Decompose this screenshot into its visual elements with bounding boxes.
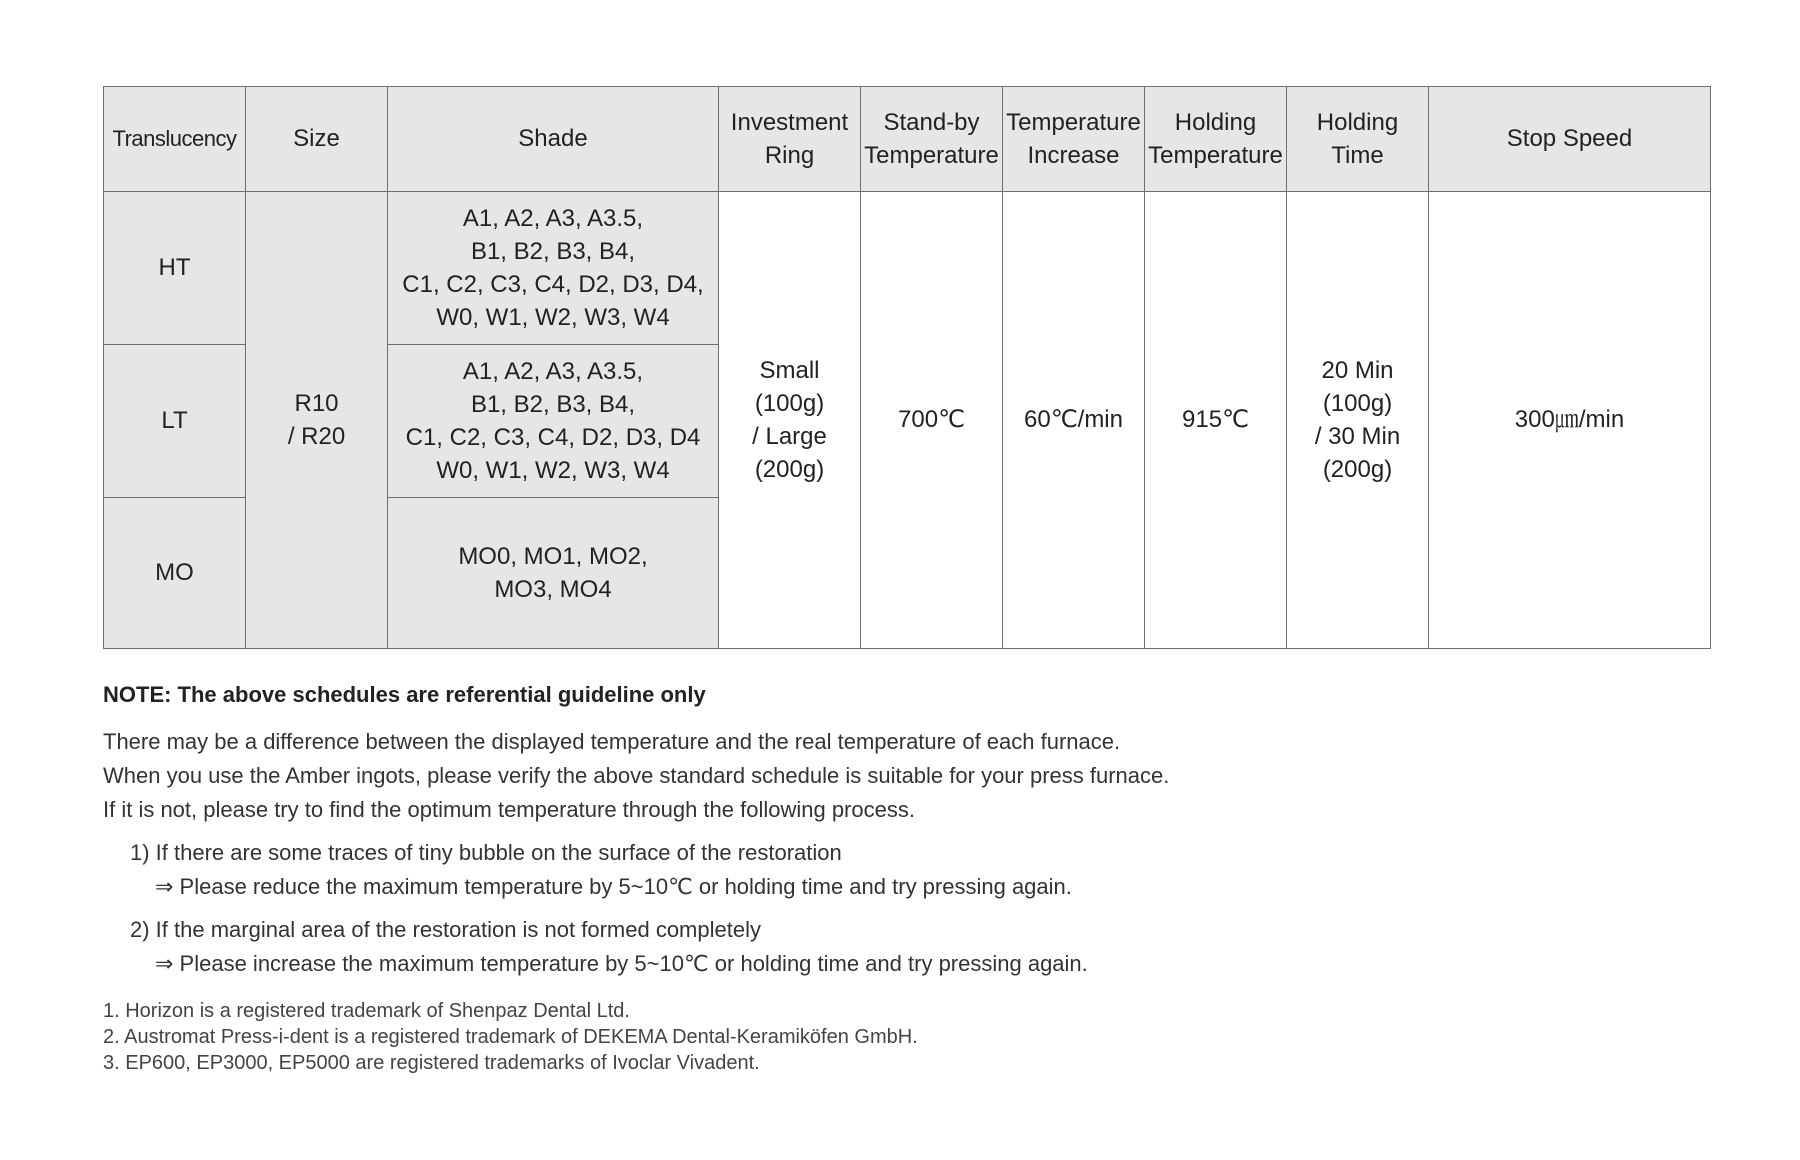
- press-schedule-table: [103, 86, 1711, 649]
- step-condition: 1) If there are some traces of tiny bubble on the surface of the restoration: [130, 840, 842, 865]
- cell-translucency-ht: HT: [104, 192, 246, 345]
- cell-standby-temperature: 700℃: [861, 192, 1003, 649]
- note-line: If it is not, please try to find the optimum temperature through the following process.: [103, 797, 915, 822]
- header-stop-speed: Stop Speed: [1429, 87, 1711, 192]
- cell-shade-mo: MO0, MO1, MO2, MO3, MO4: [388, 498, 719, 649]
- header-size: Size: [246, 87, 388, 192]
- step-action: ⇒ Please increase the maximum temperature by 5~10℃ or holding time and try pressing again.: [155, 951, 1088, 976]
- cell-holding-time: 20 Min (100g) / 30 Min (200g): [1287, 192, 1429, 649]
- table-row: [104, 192, 1711, 345]
- cell-temperature-increase: 60℃/min: [1003, 192, 1145, 649]
- note-step-1: [130, 836, 1072, 904]
- footnote: 2. Austromat Press-i-dent is a registered trademark of DEKEMA Dental-Keramiköfen GmbH.: [103, 1026, 918, 1048]
- header-temperature-increase: Temperature Increase: [1003, 87, 1145, 192]
- cell-investment-ring: Small (100g) / Large (200g): [719, 192, 861, 649]
- footnote: 1. Horizon is a registered trademark of Shenpaz Dental Ltd.: [103, 1000, 630, 1022]
- cell-size: R10 / R20: [246, 192, 388, 649]
- note-paragraph: [103, 725, 1169, 827]
- header-holding-temperature: Holding Temperature: [1145, 87, 1287, 192]
- header-shade: Shade: [388, 87, 719, 192]
- note-title: NOTE: The above schedules are referential guideline only: [103, 682, 706, 707]
- note-line: There may be a difference between the displayed temperature and the real temperature of each furnace.: [103, 729, 1121, 754]
- note-line: When you use the Amber ingots, please verify the above standard schedule is suitable for your press furnace.: [103, 763, 1170, 788]
- step-condition: 2) If the marginal area of the restoration is not formed completely: [130, 917, 761, 942]
- header-investment-ring: Investment Ring: [719, 87, 861, 192]
- cell-shade-lt: A1, A2, A3, A3.5, B1, B2, B3, B4, C1, C2, C3, C4, D2, D3, D4 W0, W1, W2, W3, W4: [388, 345, 719, 498]
- header-holding-time: Holding Time: [1287, 87, 1429, 192]
- footnote: 3. EP600, EP3000, EP5000 are registered trademarks of Ivoclar Vivadent.: [103, 1052, 760, 1074]
- cell-stop-speed: 300㎛/min: [1429, 192, 1711, 649]
- trademark-footnotes: [103, 998, 918, 1076]
- cell-shade-ht: A1, A2, A3, A3.5, B1, B2, B3, B4, C1, C2, C3, C4, D2, D3, D4, W0, W1, W2, W3, W4: [388, 192, 719, 345]
- table-header-row: [104, 87, 1711, 192]
- cell-translucency-mo: MO: [104, 498, 246, 649]
- note-step-2: [130, 913, 1088, 981]
- header-standby-temperature: Stand-by Temperature: [861, 87, 1003, 192]
- step-action: ⇒ Please reduce the maximum temperature by 5~10℃ or holding time and try pressing again.: [155, 874, 1072, 899]
- header-translucency: Translucency: [104, 87, 246, 192]
- cell-translucency-lt: LT: [104, 345, 246, 498]
- cell-holding-temperature: 915℃: [1145, 192, 1287, 649]
